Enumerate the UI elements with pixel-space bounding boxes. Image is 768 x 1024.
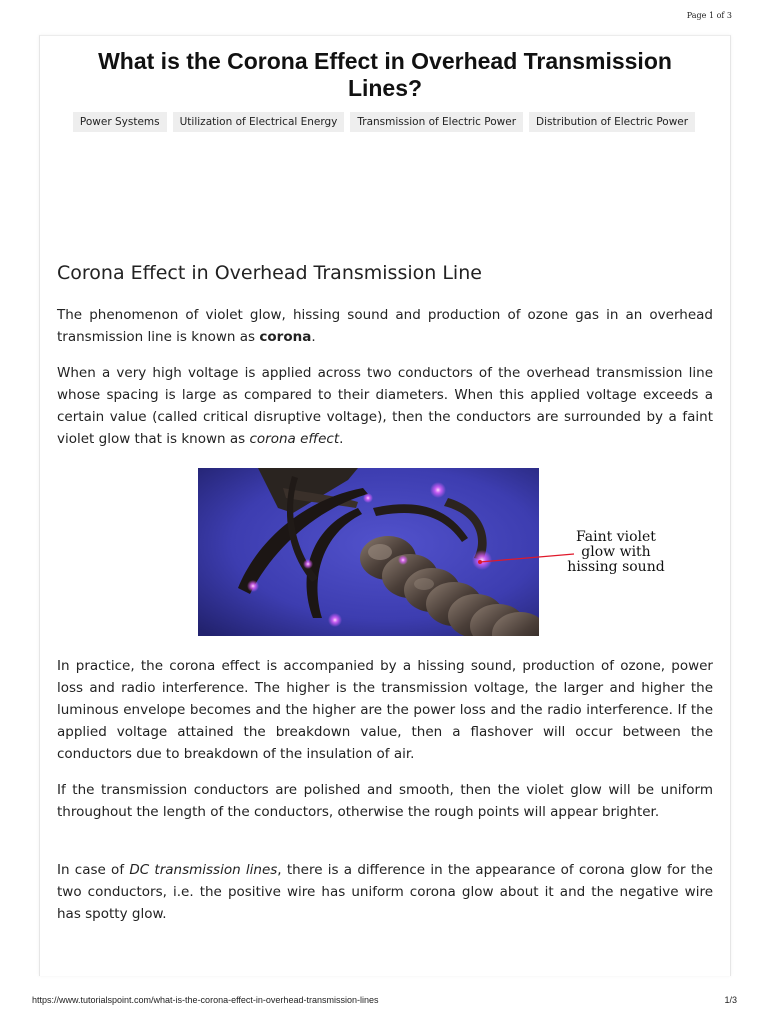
paragraph-practice: In practice, the corona effect is accompanied by a hissing sound, production of ozone, power loss and radio interference. The higher is the transmission voltage, the larger and higher the luminous envelope becomes and the higher are the power loss and the radio interference. If the applied voltage attained the breakdown value, then a flashover will occur between the conductors due to breakdown of the insulation of air. xyxy=(57,658,713,762)
tag-distribution-of-electric-power[interactable]: Distribution of Electric Power xyxy=(529,112,695,132)
tag-list xyxy=(0,112,768,132)
caption-line-2: glow with xyxy=(581,544,651,560)
footer-page-number: 1/3 xyxy=(724,995,737,1005)
section-heading: Corona Effect in Overhead Transmission Line xyxy=(57,262,482,284)
tag-power-systems[interactable]: Power Systems xyxy=(73,112,167,132)
italic-term-dc-lines[interactable]: DC transmission lines xyxy=(129,862,278,878)
tag-utilization-of-electrical-energy[interactable]: Utilization of Electrical Energy xyxy=(173,112,345,132)
page-title: What is the Corona Effect in Overhead Transmission Lines? xyxy=(98,48,672,101)
page-number-header: Page 1 of 3 xyxy=(686,11,732,20)
figure-caption xyxy=(552,530,680,575)
paragraph-corona-definition xyxy=(57,304,713,348)
tag-transmission-of-electric-power[interactable]: Transmission of Electric Power xyxy=(350,112,523,132)
paragraph-text: The phenomenon of violet glow, hissing sound and production of ozone gas in an overhead transmission line is known as xyxy=(57,307,713,345)
paragraph-start: In case of xyxy=(57,862,130,878)
caption-line-1: Faint violet xyxy=(576,529,656,545)
paragraph-dc-lines xyxy=(57,859,713,925)
paragraph-polished-conductors: If the transmission conductors are polished and smooth, then the violet glow will be uniform throughout the length of the conductors, otherwise the rough points will appear brighter. xyxy=(57,782,713,820)
paragraph-text: , there is a difference in the appearance of corona glow for the two conductors, i.e. the positive wire has uniform corona glow about it and the negative wire has spotty glow. xyxy=(57,862,713,922)
italic-term-corona-effect: corona effect xyxy=(249,431,340,447)
paragraph-end: . xyxy=(339,431,344,447)
footer-url: https://www.tutorialspoint.com/what-is-the-corona-effect-in-overhead-transmission-lines xyxy=(32,995,379,1005)
paragraph-high-voltage xyxy=(57,362,713,450)
paragraph-text: When a very high voltage is applied across two conductors of the overhead transmission line whose spacing is large as compared to their diameters. When this applied voltage exceeds a certain value (called critical disruptive voltage), then the conductors are surrounded by a faint violet glow that is known as xyxy=(57,365,713,447)
bold-term-corona: corona xyxy=(259,329,312,345)
caption-line-3: hissing sound xyxy=(567,559,665,575)
paragraph-end: . xyxy=(311,329,316,345)
